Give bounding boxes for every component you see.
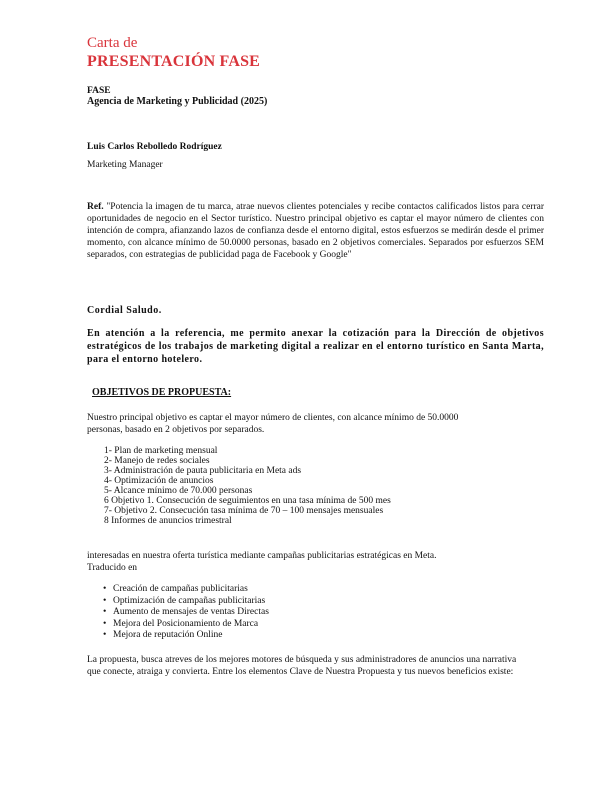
bullet-icon: • (103, 584, 107, 594)
list-item: 7- Objetivo 2. Consecución tasa mínima de 70 – 100 mensajes mensuales (104, 506, 384, 516)
list-item: 3- Administración de pauta publicitaria en Meta ads (104, 466, 302, 476)
list-item: 4- Optimización de anuncios (104, 476, 214, 486)
list-item: 5- Alcance mínimo de 70.000 personas (104, 486, 253, 496)
list-item: 2- Manejo de redes sociales (104, 456, 210, 466)
list-item: 6 Objetivo 1. Consecución de seguimientos en una tasa mínima de 500 mes (104, 496, 391, 506)
objectives-heading: OBJETIVOS DE PROPUESTA: (92, 387, 232, 398)
list-item: • Aumento de mensajes de ventas Directas (103, 607, 269, 617)
list-item: • Mejora de reputación Online (103, 630, 223, 640)
sender-role: Marketing Manager (87, 160, 163, 170)
list-item: • Mejora del Posicionamiento de Marca (103, 618, 259, 629)
objectives-summary: Nuestro principal objetivo es captar el mayor número de clientes, con alcance mínimo de 50.0000 personas, basado en 2 objetivos por separados. (87, 413, 459, 435)
intro-paragraph: En atención a la referencia, me permito anexar la cotización para la Dirección de objetivos estratégicos de los trabajos de marketing digital a realizar en el entorno turístico en Santa Marta, para el entorno hotelero. (87, 328, 544, 365)
bullet-icon: • (103, 607, 107, 617)
reference-text: "Potencia la imagen de tu marca, atrae nuevos clientes potenciales y recibe contactos calificados listos para cerrar oportunidades de negocio en el Sector turístico. Nuestro principal objetivo es captar el mayor número de clientes con intención de compra, afianzando lazos de confianza desde el entorno digital, estos esfuerzos se medirán desde el primer momento, con alcance mínimo de 50.0000 personas, basado en 2 objetivos comerciales. Separados por esfuerzos SEM separados, con estrategias de publicidad paga de Facebook y Google" (87, 202, 544, 260)
bullet-icon: • (103, 630, 107, 640)
interest-line-2: Traducido en (87, 563, 138, 573)
greeting: Cordial Saludo. (87, 305, 162, 316)
benefits-list (87, 584, 269, 642)
bullet-icon: • (103, 618, 107, 629)
page-title: PRESENTACIÓN FASE (87, 53, 261, 70)
list-item: 8 Informes de anuncios trimestral (104, 516, 232, 526)
list-item: 1- Plan de marketing mensual (104, 446, 218, 456)
company-name: FASE (87, 86, 111, 96)
bullet-icon: • (103, 595, 107, 606)
closing-paragraph: La propuesta, busca atreves de los mejores motores de búsqueda y sus administradores de anuncios una narrativa que conecte, atraiga y convierta. Entre los elementos Clave de Nuestra Propuesta y tus nuevos beneficios existe: (87, 655, 517, 677)
title-line-1: Carta de (87, 35, 138, 51)
list-item: • Creación de campañas publicitarias (103, 584, 248, 594)
reference-label: Ref. (87, 202, 104, 212)
sender-name: Luis Carlos Rebolledo Rodríguez (87, 142, 222, 152)
objectives-list (87, 446, 391, 526)
list-item: • Optimización de campañas publicitarias (103, 595, 266, 606)
reference-paragraph (87, 201, 544, 261)
company-tagline: Agencia de Marketing y Publicidad (2025) (87, 96, 268, 107)
interest-line-1: interesadas en nuestra oferta turística mediante campañas publicitarias estratégicas en Meta. (87, 551, 437, 561)
